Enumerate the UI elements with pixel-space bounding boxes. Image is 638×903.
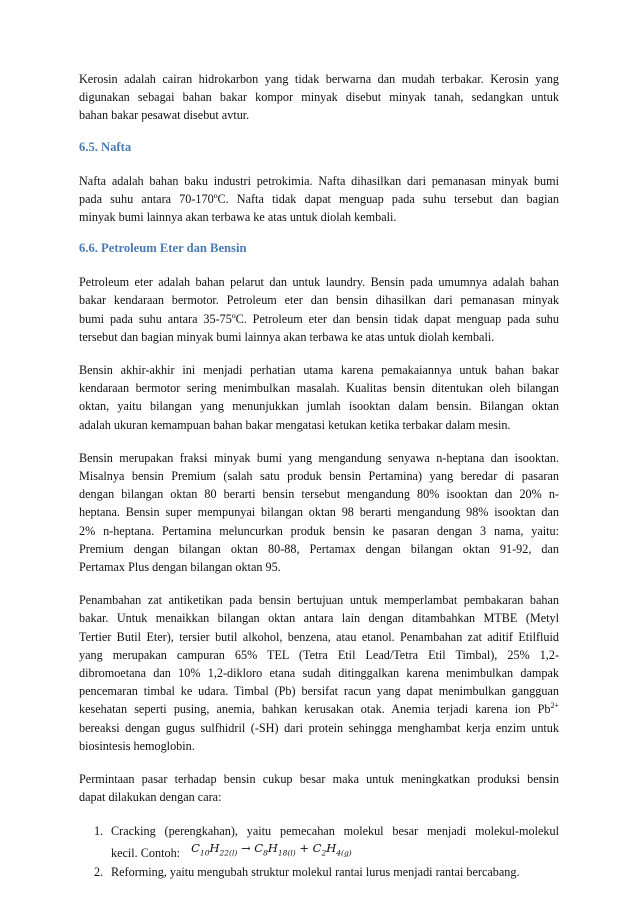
formula-subscript: 22(l) bbox=[219, 848, 238, 857]
text-line: Reforming, yaitu mengubah struktur molekul rantai lurus menjadi rantai bercabang. bbox=[111, 865, 520, 880]
heading-petroleum: 6.6. Petroleum Eter dan Bensin bbox=[79, 241, 247, 256]
text-line: Penambahan zat antiketikan pada bensin bertujuan untuk memperlambat pembakaran bahan bbox=[79, 593, 559, 608]
text-line: digunakan sebagai bahan bakar kompor minyak disebut minyak tanah, sedangkan untuk bbox=[79, 90, 559, 105]
text-line: pada suhu antara 70-170ºC. Nafta tidak dapat menguap pada suhu tersebut dan bagian bbox=[79, 191, 559, 206]
text-line: bahan bakar pesawat disebut avtur. bbox=[79, 108, 250, 123]
method-list bbox=[79, 822, 559, 882]
paragraph-bensin-oktan bbox=[79, 449, 559, 576]
cracking-formula bbox=[191, 841, 352, 855]
text-line: Misalnya bensin Premium (salah satu produk bensin Pertamina) yang beredar di pasaran bbox=[79, 469, 559, 484]
reaction-arrow: → bbox=[240, 840, 251, 855]
text-line: adalah ukuran kemampuan bahan bakar mengatasi ketukan ketika terbakar dalam mesin. bbox=[79, 417, 511, 432]
text-line: bakar kendaraan bermotor. Petroleum eter dan bensin dihasilkan dari pemanasan minyak bbox=[79, 293, 559, 308]
paragraph-bensin-kualitas bbox=[79, 361, 559, 434]
formula-symbol: C bbox=[191, 840, 200, 855]
text-line: dibromoetana dan 10% 1,2-dikloro etana sudah ditinggalkan karena menimbulkan dampak bbox=[79, 666, 559, 681]
paragraph-aditif bbox=[79, 591, 559, 755]
formula-subscript: 10 bbox=[199, 848, 210, 857]
formula-symbol: H bbox=[267, 840, 278, 855]
formula-symbol: C bbox=[312, 840, 322, 855]
formula-symbol: H bbox=[326, 840, 337, 855]
text-line: pencemaran timbal ke udara. Timbal (Pb) bersifat racun yang dapat menimbulkan gangguan bbox=[79, 684, 559, 699]
list-number: 1. bbox=[94, 823, 104, 838]
text-line: dengan bilangan oktan 80 berarti bensin tersebut mengandung 80% isooktan dan 20% n- bbox=[79, 487, 559, 502]
text-line: bakar. Untuk menaikkan bilangan oktan antara lain dengan ditambahkan MTBE (Metyl bbox=[79, 611, 559, 626]
text-line: Permintaan pasar terhadap bensin cukup besar maka untuk meningkatkan produksi bensin bbox=[79, 772, 559, 787]
list-item-reforming bbox=[79, 863, 559, 881]
text-segment: kecil. Contoh: bbox=[111, 845, 181, 860]
text-line: Pertamax Plus dengan bilangan oktan 95. bbox=[79, 560, 281, 575]
heading-nafta: 6.5. Nafta bbox=[79, 139, 132, 154]
text-line: Tertier Butil Eter), tersier butil alkohol, benzena, atau etanol. Penambahan zat aditif Etilfluid bbox=[79, 629, 559, 644]
text-line: Premium dengan bilangan oktan 80-88, Pertamax dengan bilangan oktan 91-92, dan bbox=[79, 541, 559, 556]
formula-symbol: C bbox=[254, 840, 264, 855]
text-line: dapat dilakukan dengan cara: bbox=[79, 790, 222, 805]
text-line: Nafta adalah bahan baku industri petrokimia. Nafta dihasilkan dari pemanasan minyak bumi bbox=[79, 173, 559, 188]
text-line: yang merupakan campuran 65% TEL (Tetra Etil Lead/Tetra Etil Timbal), 25% 1,2- bbox=[79, 647, 559, 662]
paragraph-nafta bbox=[79, 172, 559, 227]
text-line: oktan, yaitu bilangan yang menunjukkan jumlah isooktan dalam bensin. Bilangan oktan bbox=[79, 399, 559, 414]
list-number: 2. bbox=[94, 865, 104, 880]
formula-subscript: 8 bbox=[263, 848, 268, 857]
text-line: Bensin merupakan fraksi minyak bumi yang mengandung senyawa n-heptana dan isooktan. bbox=[79, 450, 559, 465]
paragraph-petroleum bbox=[79, 273, 559, 346]
text-line: Bensin akhir-akhir ini menjadi perhatian utama karena pemakaiannya untuk bahan bakar bbox=[79, 363, 559, 378]
text-line: bumi pada suhu antara 35-75ºC. Petroleum eter dan bensin tidak dapat menguap pada suhu bbox=[79, 311, 559, 326]
text-line: 2% n-heptana. Pertamina meluncurkan produk bensin ke pasaran dengan 3 nama, yaitu: bbox=[79, 523, 559, 538]
paragraph-permintaan bbox=[79, 770, 559, 806]
text-line-with-superscript bbox=[79, 700, 559, 718]
document-page bbox=[79, 70, 559, 881]
text-line: heptana. Bensin super mempunyai bilangan oktan 98 berarti mengandung 98% isooktan dan bbox=[79, 505, 559, 520]
text-line: biosintesis hemoglobin. bbox=[79, 738, 195, 753]
formula-plus: + bbox=[299, 840, 309, 855]
formula-symbol: H bbox=[209, 840, 220, 855]
text-line: Kerosin adalah cairan hidrokarbon yang tidak berwarna dan mudah terbakar. Kerosin yang bbox=[79, 72, 559, 86]
text-line: tersebut dan bagian minyak bumi lainnya akan terbawa ke atas untuk diolah kembali. bbox=[79, 329, 495, 344]
formula-subscript: 18(l) bbox=[277, 848, 296, 857]
text-line: kendaraan bermotor sering menimbulkan masalah. Kualitas bensin ditentukan oleh bilangan bbox=[79, 381, 559, 396]
list-item-cracking bbox=[79, 822, 559, 868]
formula-subscript: 2 bbox=[321, 848, 327, 857]
text-line: bereaksi dengan gugus sulfhidril (-SH) dari protein sehingga menghambat kerja enzim untuk bbox=[79, 720, 559, 735]
formula-subscript: 4(g) bbox=[336, 848, 352, 857]
text-line: Petroleum eter adalah bahan pelarut dan untuk laundry. Bensin pada umumnya adalah bahan bbox=[79, 275, 559, 290]
text-segment: kesehatan seperti pusing, anemia, bahkan kerusakan otak. Anemia terjadi karena ion Pb bbox=[79, 702, 551, 717]
ion-charge-superscript: 2+ bbox=[550, 701, 559, 711]
text-line: minyak bumi lainnya akan terbawa ke atas untuk diolah kembali. bbox=[79, 210, 397, 225]
text-line: Cracking (perengkahan), yaitu pemecahan molekul besar menjadi molekul-molekul bbox=[111, 823, 559, 838]
paragraph-kerosin bbox=[79, 70, 559, 125]
